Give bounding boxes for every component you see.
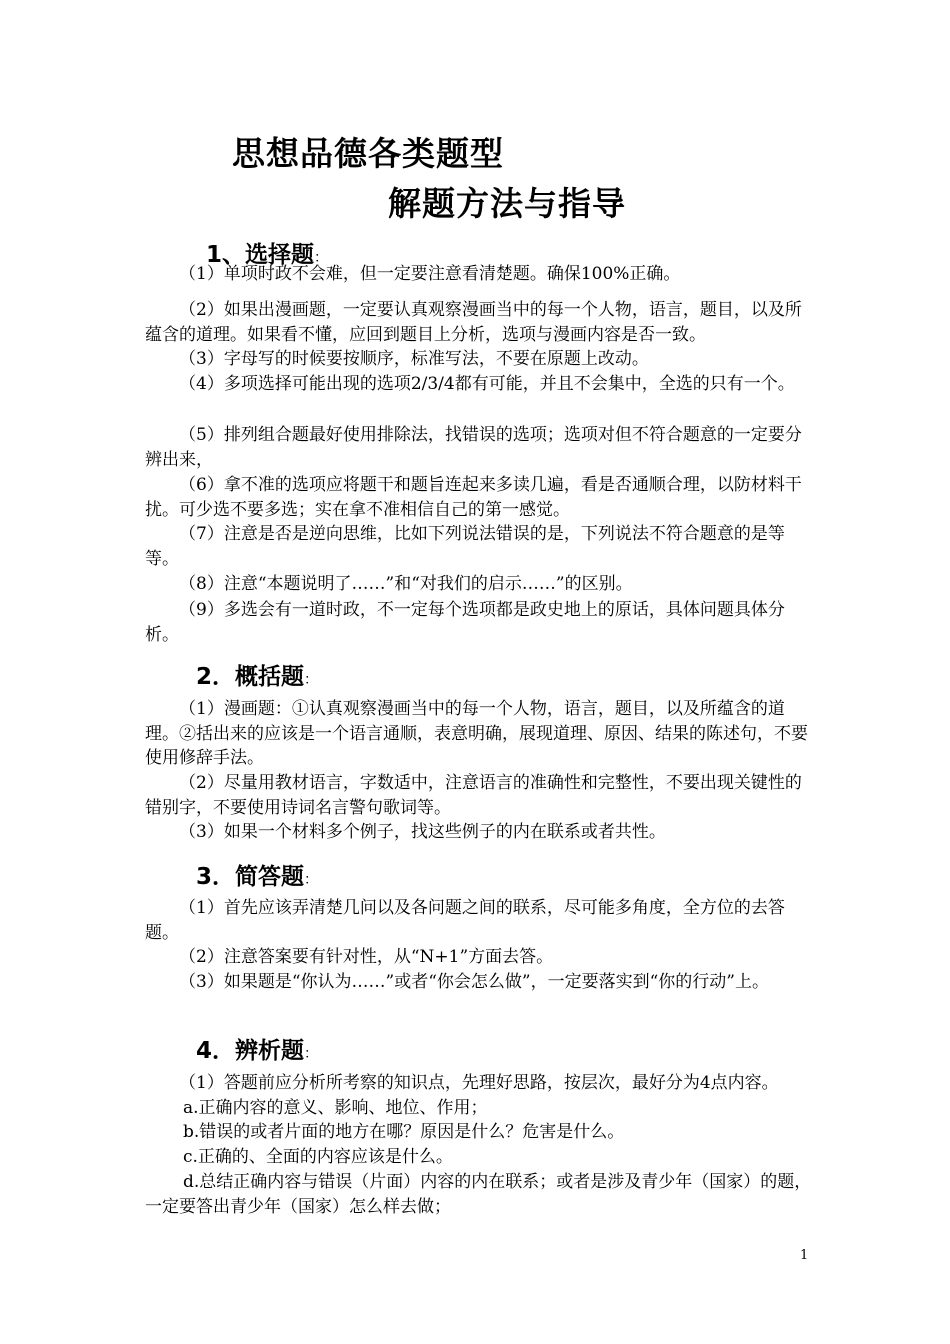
section-heading-colon: ： xyxy=(304,672,319,688)
summary-item-2: （2）尽量用教材语言，字数适中，注意语言的准确性和完整性，不要出现关键性的错别字，不要使用诗词名言警句歌词等。 xyxy=(145,773,802,818)
section-heading-summary xyxy=(196,658,318,691)
section-heading-short-answer xyxy=(196,858,318,891)
short-answer-item-2: （2）注意答案要有针对性，从“N+1”方面去答。 xyxy=(179,947,554,967)
section-heading-text: 3．简答题 xyxy=(196,864,305,890)
choice-item-7: （7）注意是否是逆向思维，比如下列说法错误的是，下列说法不符合题意的是等等。 xyxy=(145,524,785,569)
section-heading-text: 4．辨析题 xyxy=(196,1038,305,1064)
section-heading-colon: ： xyxy=(304,872,319,888)
choice-item-4: （4）多项选择可能出现的选项2/3/4都有可能，并且不会集中，全选的只有一个。 xyxy=(179,374,795,394)
section-heading-colon: ： xyxy=(304,1046,319,1062)
section-heading-text: 2．概括题 xyxy=(196,664,305,690)
analysis-item-a: a.正确内容的意义、影响、地位、作用； xyxy=(183,1098,488,1118)
document-title-line2: 解题方法与指导 xyxy=(388,184,626,223)
analysis-item-c: c.正确的、全面的内容应该是什么。 xyxy=(183,1147,453,1167)
analysis-item-b: b.错误的或者片面的地方在哪？原因是什么？危害是什么。 xyxy=(183,1122,625,1142)
document-title-line1: 思想品德各类题型 xyxy=(232,134,504,173)
summary-item-3: （3）如果一个材料多个例子，找这些例子的内在联系或者共性。 xyxy=(179,822,666,842)
choice-item-9: （9）多选会有一道时政，不一定每个选项都是政史地上的原话，具体问题具体分析。 xyxy=(145,600,785,645)
choice-item-5: （5）排列组合题最好使用排除法，找错误的选项；选项对但不符合题意的一定要分辨出来， xyxy=(145,425,802,470)
page-number: 1 xyxy=(800,1248,809,1263)
short-answer-item-3: （3）如果题是“你认为……”或者“你会怎么做”，一定要落实到“你的行动”上。 xyxy=(179,972,769,992)
choice-item-8: （8）注意“本题说明了……”和“对我们的启示……”的区别。 xyxy=(179,574,633,594)
section-heading-colon: ： xyxy=(314,250,329,266)
section-heading-text: 1、选择题 xyxy=(206,242,315,268)
choice-item-3: （3）字母写的时候要按顺序，标准写法，不要在原题上改动。 xyxy=(179,349,649,369)
section-heading-analysis xyxy=(196,1032,318,1065)
summary-item-1: （1）漫画题：①认真观察漫画当中的每一个人物，语言，题目，以及所蕴含的道理。②括出来的应该是一个语言通顺，表意明确，展现道理、原因、结果的陈述句，不要使用修辞手法。 xyxy=(145,699,808,768)
choice-item-2: （2）如果出漫画题，一定要认真观察漫画当中的每一个人物，语言，题目，以及所蕴含的道理。如果看不懂，应回到题目上分析，选项与漫画内容是否一致。 xyxy=(145,300,802,345)
short-answer-item-1: （1）首先应该弄清楚几问以及各问题之间的联系，尽可能多角度，全方位的去答题。 xyxy=(145,898,785,943)
choice-item-6: （6）拿不准的选项应将题干和题旨连起来多读几遍，看是否通顺合理，以防材料干扰。可少选不要多选；实在拿不准相信自己的第一感觉。 xyxy=(145,475,802,520)
analysis-item-d: d.总结正确内容与错误（片面）内容的内在联系；或者是涉及青少年（国家）的题，一定要答出青少年（国家）怎么样去做； xyxy=(145,1172,812,1217)
choice-item-1: （1）单项时政不会难，但一定要注意看清楚题。确保100%正确。 xyxy=(179,264,681,284)
analysis-item-1: （1）答题前应分析所考察的知识点，先理好思路，按层次，最好分为4点内容。 xyxy=(179,1073,779,1093)
